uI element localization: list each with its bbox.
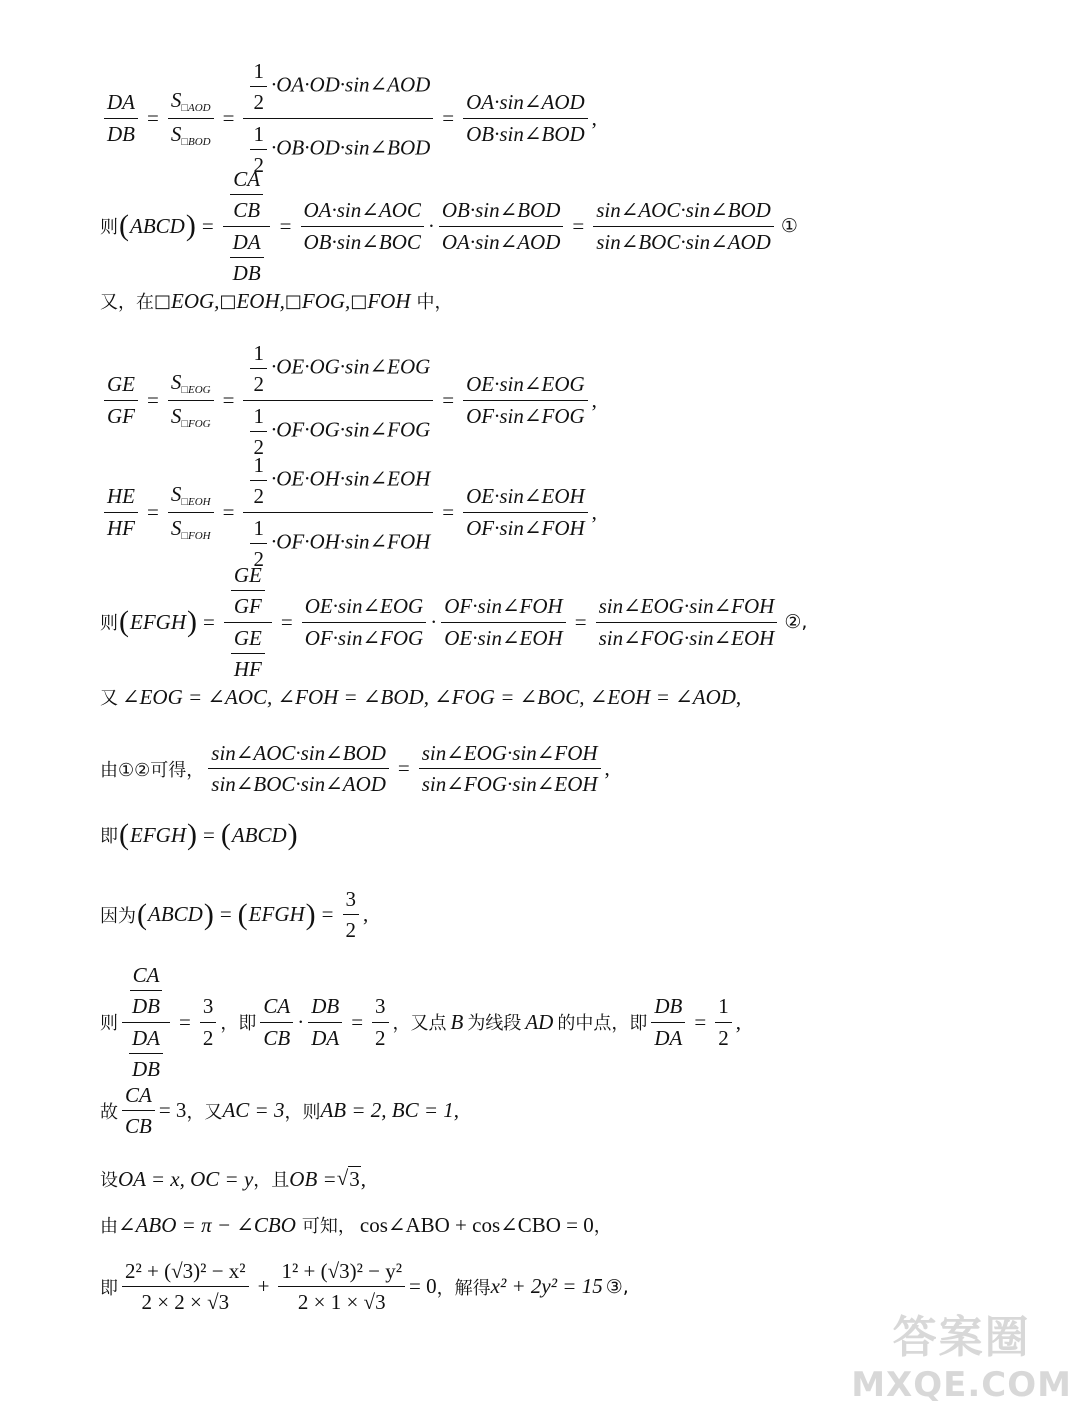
text-supplementary-angles: 由 ∠ABO = π − ∠CBO 可知， cos∠ABO + cos∠CBO = 0 ， xyxy=(100,1212,612,1237)
fraction-area-ratio: $\frac{S_{□AOD}}{S_{□BOD}}$ xyxy=(168,87,214,150)
equation-ratio-eog-fog: $\frac{GE}{GF}$ = $\frac{S_{□EOG}}{S_{□FOG}}$ = $\frac{1}{2}$ ·OE·OG·sin∠EOG $\frac{1}{2}$ ·OF·OG·sin∠FOG = $\frac{\text{OE·sin∠EOG}}{\text{OF·sin∠FOG}}$ , xyxy=(100,340,597,460)
text-ab-bc: 故 $\frac{CA}{CB}$ = 3 ，又 AC = 3 ，则 AB = 2, BC = 1 , xyxy=(100,1083,460,1139)
fraction-first: $\frac{\text{OA·sin∠AOC}}{\text{OB·sin∠BOC}}$ xyxy=(301,197,424,255)
fraction-compound: $\frac{\frac{CA}{CB}}{\frac{DA}{DB}}$ xyxy=(223,166,271,286)
fraction-simplified: $\frac{\text{OA·sin∠AOD}}{\text{OB·sin∠BOD}}$ xyxy=(463,89,588,147)
sqrt: √ 3 xyxy=(336,1166,360,1192)
fraction-half-product: $\frac{1}{2}$ ·OA·OD·sin∠AOD $\frac{1}{2}$ ·OB·OD·sin∠BOD xyxy=(243,58,433,178)
text-angle-equalities: 又 ∠EOG = ∠AOC, ∠FOH = ∠BOD, ∠FOG = ∠BOC, ∠EOH = ∠AOD , xyxy=(100,684,742,709)
equation-ratio-aod-bod: $\frac{DA}{DB}$ = $\frac{S_{□AOD}}{S_{□BOD}}$ = $\frac{1}{2}$ ·OA·OD·sin∠AOD $\frac{1}{2}$ ·OB·OD·sin∠BOD = $\frac{\text{OA·sin∠AOD}}{\text{OB·sin∠BOD}}$ , xyxy=(100,58,597,178)
text-cross-ratio-equal: 即 ( EFGH ) = ( ABCD ) xyxy=(100,818,298,851)
equation-cosine-law: 即 $\frac{\text{2² + (√3)² − x²}}{2 \times 2 \times √3}$ + $\frac{\text{1² + (√3)² − y²}}{2 \times 1 \times √3}$ = 0 ，解得 x² + 2y² = 15 ③, xyxy=(100,1259,629,1315)
equation-combined: 由①②可得， $\frac{\text{sin∠AOC·sin∠BOD}}{\text{sin∠BOC·sin∠AOD}}$ = $\frac{\text{sin∠EOG·sin∠FOH}}{\text{sin∠FOG·sin∠EOH}}$ , xyxy=(100,741,610,797)
equation-cross-ratio-efgh: 则 ( EFGH ) = $\frac{\frac{GE}{GF}}{\frac{GE}{HF}}$ = $\frac{\text{OE·sin∠EOG}}{\text{OF·sin∠FOG}}$ · $\frac{\text{OF·sin∠FOH}}{\text{OE·sin∠EOH}}$ = $\frac{\text{sin∠EOG·sin∠FOH}}{\text{sin∠FOG·sin∠EOH}}$ ②, xyxy=(100,563,808,681)
fraction-result: $\frac{\text{sin∠AOC·sin∠BOD}}{\text{sin∠BOC·sin∠AOD}}$ xyxy=(593,197,774,255)
text-set-variables: 设 OA = x, OC = y ，且 OB = √ 3 , xyxy=(100,1166,366,1192)
watermark-logo: 答案圈 MXQE.COM xyxy=(851,1312,1072,1405)
fraction-da-db: $\frac{DA}{DB}$ xyxy=(104,89,138,147)
fraction-second: $\frac{\text{OB·sin∠BOD}}{\text{OA·sin∠AOD}}$ xyxy=(439,197,564,255)
equation-ratio-eoh-foh: $\frac{HE}{HF}$ = $\frac{S_{□EOH}}{S_{□FOH}}$ = $\frac{1}{2}$ ·OE·OH·sin∠EOH $\frac{1}{2}$ ·OF·OH·sin∠FOH = $\frac{\text{OE·sin∠EOH}}{\text{OF·sin∠FOH}}$ , xyxy=(100,452,597,572)
text-cross-ratio-value: 因为 ( ABCD ) = ( EFGH ) = $\frac{3}{2}$ , xyxy=(100,887,369,943)
text-triangles: 又，在 □ EOG, □ EOH, □ FOG, □ FOH 中， xyxy=(100,288,453,313)
text-midpoint: 则 $\frac{\frac{CA}{DB}}{\frac{DA}{DB}}$ = $\frac{3}{2}$ ，即 $\frac{CA}{CB}$ · $\frac{DB}{DA}$ = $\frac{3}{2}$ ，又点 B 为线段 AD 的中点，即 $\frac{DB}{DA}$ = $\frac{1}{2}$ , xyxy=(100,963,741,1081)
equation-cross-ratio-abcd: 则 ( ABCD ) = $\frac{\frac{CA}{CB}}{\frac{DA}{DB}}$ = $\frac{\text{OA·sin∠AOC}}{\text{OB·sin∠BOC}}$ · $\frac{\text{OB·sin∠BOD}}{\text{OA·sin∠AOD}}$ = $\frac{\text{sin∠AOC·sin∠BOD}}{\text{sin∠BOC·sin∠AOD}}$ ① xyxy=(100,167,798,285)
